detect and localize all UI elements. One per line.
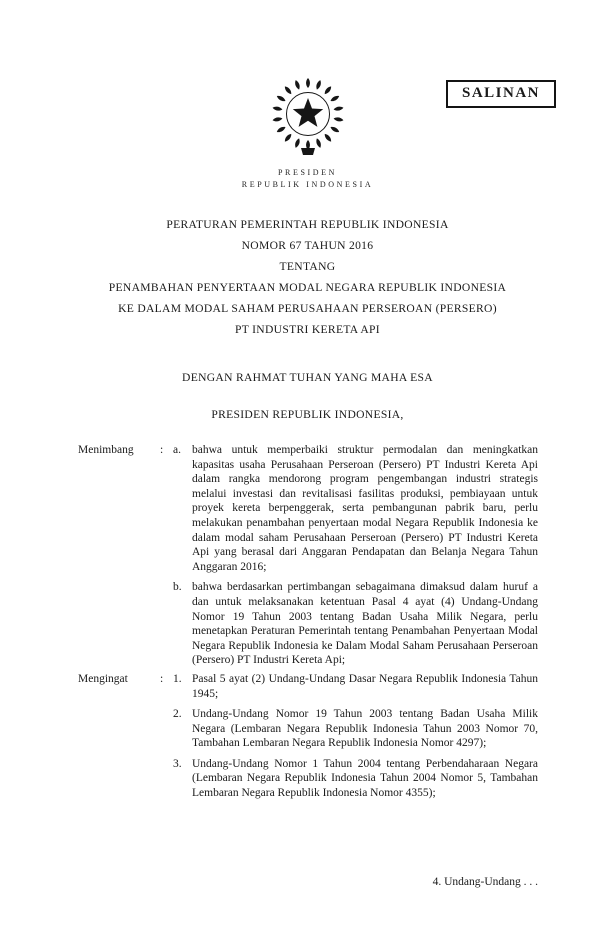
title-line-5: KE DALAM MODAL SAHAM PERUSAHAAN PERSEROAN (PERSERO) xyxy=(118,302,497,315)
title-line-1: PERATURAN PEMERINTAH REPUBLIK INDONESIA xyxy=(166,218,449,231)
remembering-label: Mengingat xyxy=(78,672,128,685)
item-marker: a. xyxy=(173,444,181,456)
considering-colon: : xyxy=(160,444,164,456)
title-line-number: NOMOR 67 TAHUN 2016 xyxy=(241,239,374,252)
presidential-seal-icon xyxy=(267,72,349,160)
grace-line: DENGAN RAHMAT TUHAN YANG MAHA ESA xyxy=(182,371,433,384)
letterhead-republik-indonesia: REPUBLIK INDONESIA xyxy=(241,179,374,189)
item-text: Pasal 5 ayat (2) Undang-Undang Dasar Negara Republik Indonesia Tahun 1945; xyxy=(192,672,538,700)
salinan-stamp: SALINAN xyxy=(446,80,556,108)
considering-item-b xyxy=(78,580,538,668)
considering-label: Menimbang xyxy=(78,444,134,456)
letterhead-presiden: PRESIDEN xyxy=(277,168,338,177)
page-continuation-marker: 4. Undang-Undang . . . xyxy=(432,876,538,888)
remembering-item-2 xyxy=(78,707,538,751)
item-text: bahwa berdasarkan pertimbangan sebagaimana dimaksud dalam huruf a dan untuk melaksanakan ketentuan Pasal 4 ayat (4) Undang-Undang Nomor 19 Tahun 2003 tentang Badan Usaha Milik Negara, perlu menetapkan Peraturan Pemerintah tentang Penambahan Penyertaan Modal Negara Republik Indonesia ke Dalam Modal Saham Perusahaan Perseroan (Persero) PT Industri Kereta Api; xyxy=(192,581,538,667)
item-marker: b. xyxy=(173,581,182,594)
remembering-item-1 xyxy=(78,672,538,701)
letterhead xyxy=(0,167,615,190)
remembering-item-3 xyxy=(78,757,538,801)
title-line-6: PT INDUSTRI KERETA API xyxy=(235,323,380,336)
regulation-title xyxy=(0,214,615,340)
item-marker: 3. xyxy=(173,757,182,770)
considering-item-a xyxy=(78,443,538,574)
item-marker: 1. xyxy=(173,672,182,685)
item-text: Undang-Undang Nomor 1 Tahun 2004 tentang Perbendaharaan Negara (Lembaran Negara Republik Indonesia Tahun 2004 Nomor 5, Tambahan Lembaran Negara Republik Indonesia Nomor 4355); xyxy=(192,757,538,800)
remembering-colon: : xyxy=(160,672,164,685)
item-text: Undang-Undang Nomor 19 Tahun 2003 tentang Badan Usaha Milik Negara (Lembaran Negara Republik Indonesia Tahun 2003 Nomor 70, Tambahan Lembaran Negara Republik Indonesia Nomor 4297); xyxy=(192,708,538,750)
seal-container xyxy=(0,72,615,165)
preamble-body xyxy=(78,443,538,801)
president-line: PRESIDEN REPUBLIK INDONESIA, xyxy=(211,408,404,421)
title-line-tentang: TENTANG xyxy=(279,260,336,273)
item-marker: 2. xyxy=(173,708,182,721)
title-line-4: PENAMBAHAN PENYERTAAN MODAL NEGARA REPUBLIK INDONESIA xyxy=(108,281,507,294)
item-text: bahwa untuk memperbaiki struktur permodalan dan meningkatkan kapasitas usaha Perusahaan Perseroan (Persero) PT Industri Kereta Api dalam rangka mendorong program pengembangan industri strategis melalui investasi dan revitalisasi fasilitas produksi, pembiayaan untuk proyek kereta berpenggerak, serta pembangunan pabrik baru, perlu melakukan penambahan penyertaan modal Negara Republik Indonesia ke dalam modal saham Perusahaan Perseroan (Persero) PT Industri Kereta Api yang berasal dari Anggaran Pendapatan dan Belanja Negara Tahun Anggaran 2016; xyxy=(192,444,538,573)
